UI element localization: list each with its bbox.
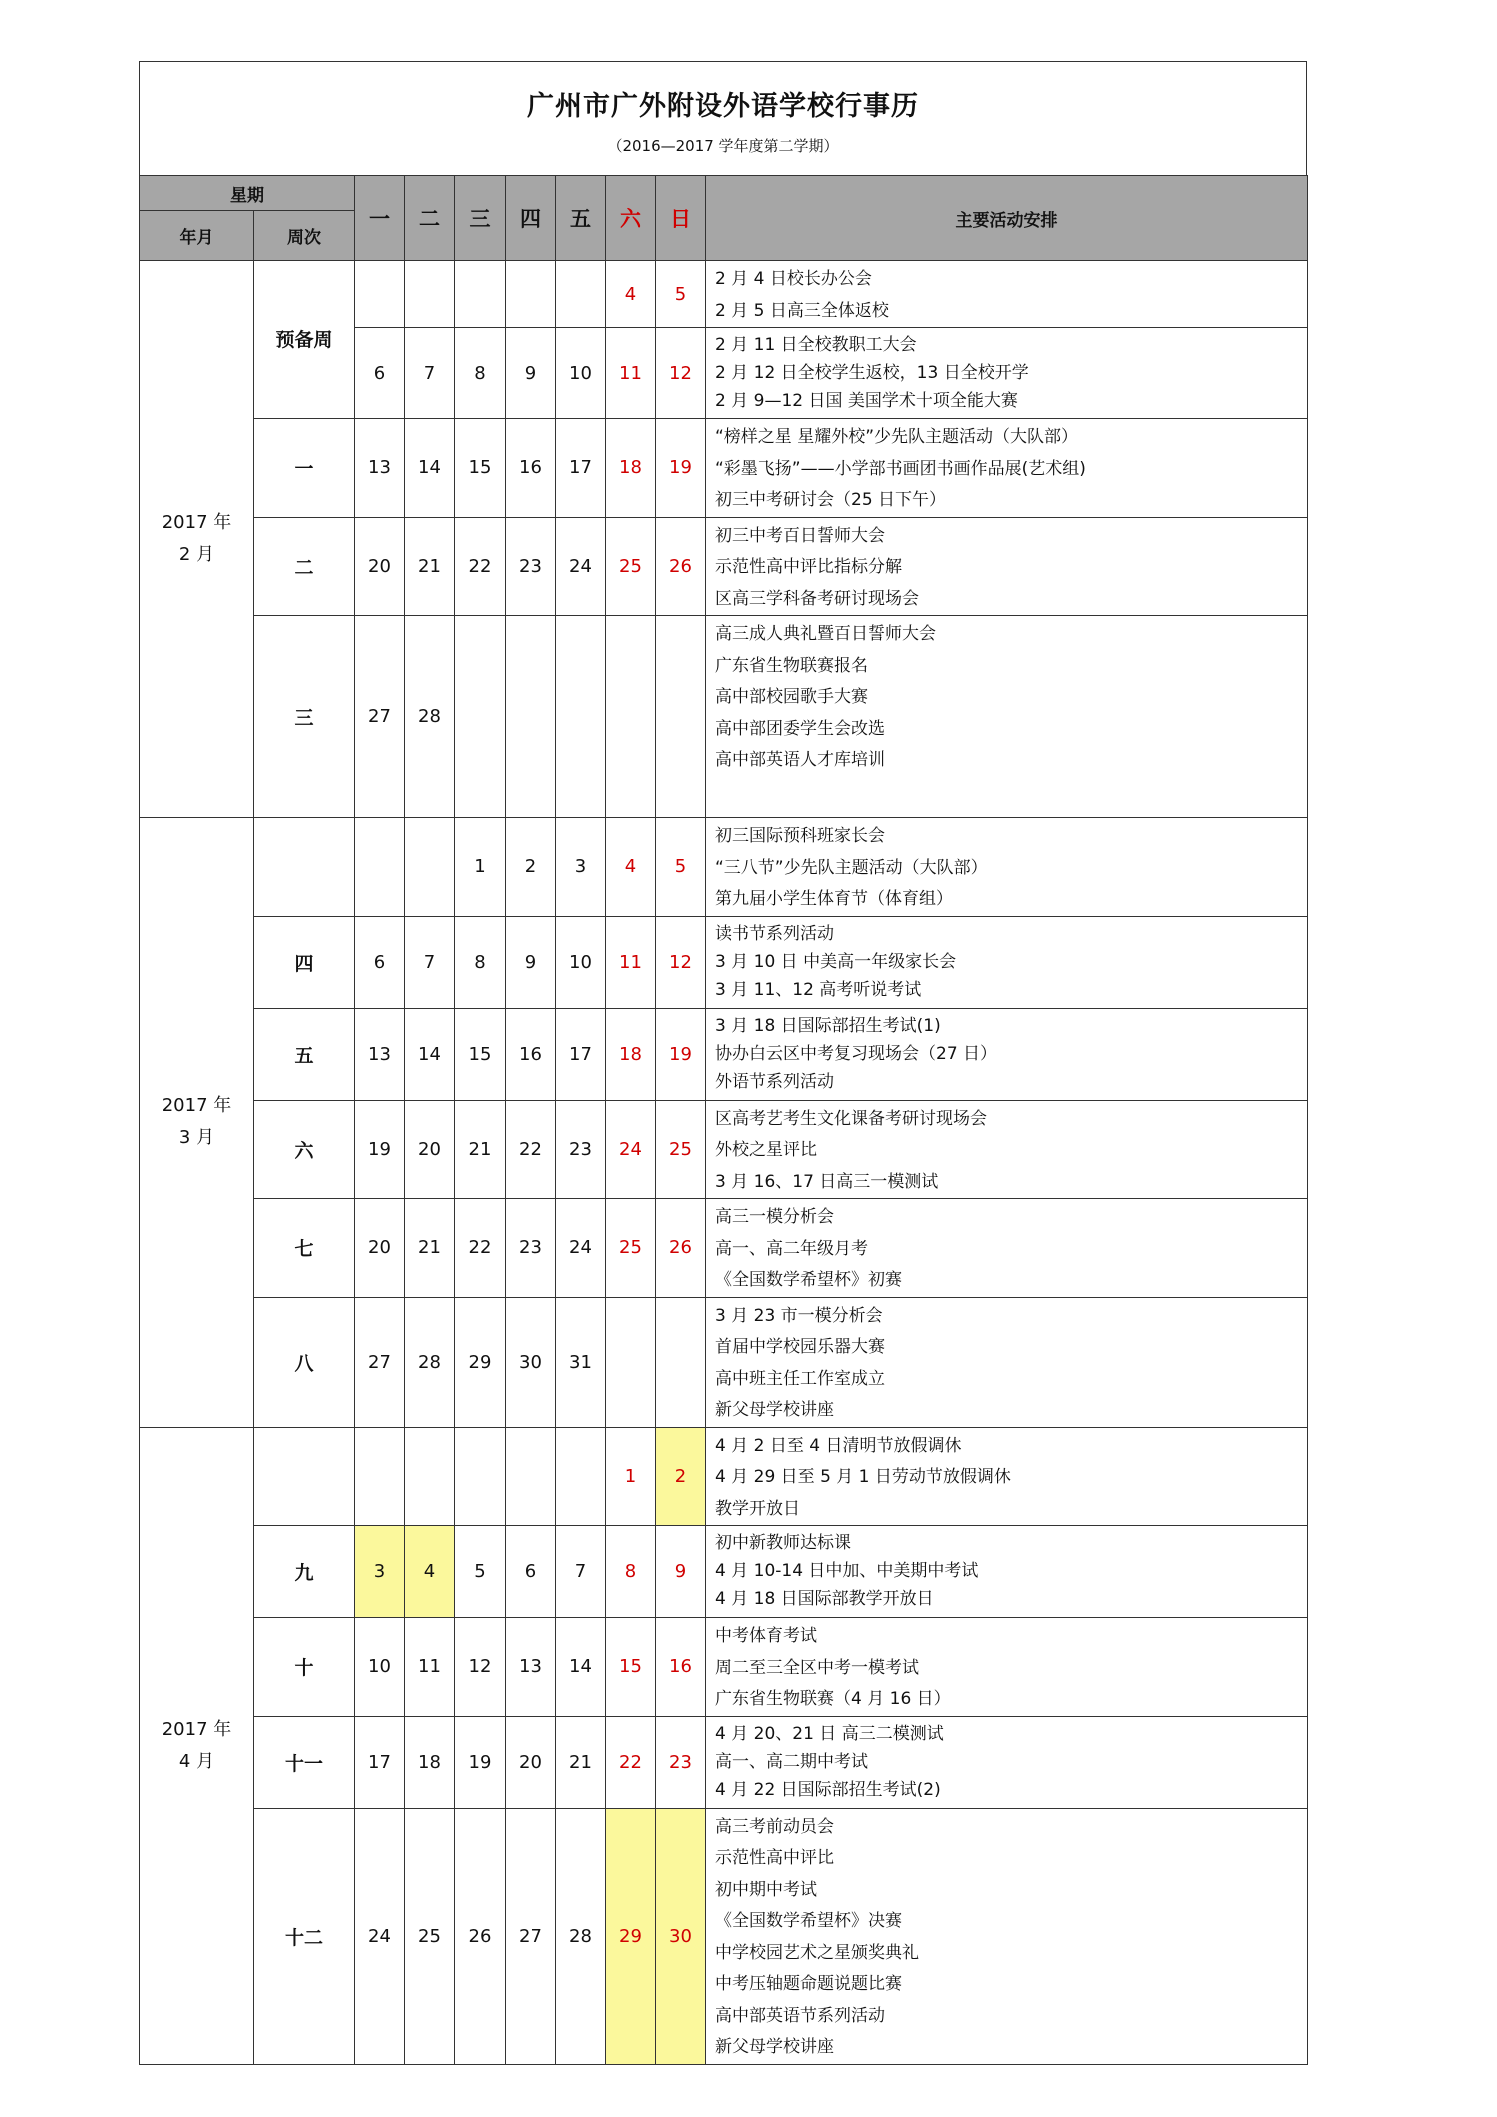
day-cell — [405, 1427, 455, 1526]
day-cell: 29 — [606, 1808, 656, 2064]
day-header-fri: 五 — [556, 176, 606, 261]
week-cell: 九 — [254, 1526, 355, 1618]
day-cell: 26 — [656, 1199, 706, 1298]
day-cell: 23 — [656, 1716, 706, 1808]
activity-item: 2 月 9—12 日国 美国学术十项全能大赛 — [715, 391, 1018, 411]
day-cell: 26 — [455, 1808, 506, 2064]
day-cell: 11 — [405, 1618, 455, 1717]
day-cell: 28 — [556, 1808, 606, 2064]
day-cell — [506, 261, 556, 328]
day-cell: 15 — [455, 1008, 506, 1100]
activities-cell — [706, 328, 1308, 419]
day-cell: 7 — [405, 328, 455, 419]
day-cell — [355, 261, 405, 328]
activity-item: 初三中考百日誓师大会 — [715, 525, 885, 546]
day-cell: 16 — [506, 419, 556, 518]
activities-cell — [706, 419, 1308, 518]
day-cell: 14 — [556, 1618, 606, 1717]
day-cell: 10 — [355, 1618, 405, 1717]
day-cell: 24 — [355, 1808, 405, 2064]
page-subtitle: （2016—2017 学年度第二学期） — [607, 137, 839, 155]
day-cell: 4 — [606, 818, 656, 917]
activities-cell — [706, 1618, 1308, 1717]
day-cell: 28 — [405, 616, 455, 818]
day-cell: 9 — [656, 1526, 706, 1618]
activity-item: 2 月 5 日高三全体返校 — [715, 300, 889, 321]
day-cell — [455, 616, 506, 818]
day-cell: 27 — [506, 1808, 556, 2064]
calendar-table — [139, 175, 1308, 2065]
month-cell-apr: 2017 年 4 月 — [140, 1427, 254, 2064]
day-cell: 17 — [355, 1716, 405, 1808]
calendar-sheet — [139, 61, 1307, 2065]
day-cell: 13 — [355, 419, 405, 518]
activity-item: 首届中学校园乐器大赛 — [715, 1337, 885, 1357]
activity-item: 初中新教师达标课 — [715, 1533, 851, 1553]
activity-item: 4 月 18 日国际部教学开放日 — [715, 1589, 934, 1609]
activities-cell — [706, 916, 1308, 1008]
table-row — [140, 1618, 1308, 1717]
day-cell: 10 — [556, 328, 606, 419]
day-cell — [405, 818, 455, 917]
activity-item: 3 月 23 市一模分析会 — [715, 1305, 883, 1326]
day-cell: 11 — [606, 328, 656, 419]
day-cell: 9 — [506, 328, 556, 419]
day-cell: 21 — [405, 1199, 455, 1298]
activity-item: 示范性高中评比 — [715, 1848, 834, 1868]
day-cell: 7 — [405, 916, 455, 1008]
week-cell: 二 — [254, 517, 355, 616]
table-row — [140, 616, 1308, 818]
activity-item: 4 月 22 日国际部招生考试(2) — [715, 1779, 941, 1800]
day-cell: 5 — [455, 1526, 506, 1618]
day-cell — [506, 616, 556, 818]
activity-item: 外校之星评比 — [715, 1140, 817, 1160]
day-cell: 8 — [455, 328, 506, 419]
day-cell: 5 — [656, 261, 706, 328]
activity-item: 高中部英语人才库培训 — [715, 750, 885, 770]
day-cell: 17 — [556, 419, 606, 518]
table-row — [140, 419, 1308, 518]
weekday-header: 星期 — [140, 176, 355, 211]
activity-item: 3 月 16、17 日高三一模测试 — [715, 1171, 939, 1192]
day-cell: 19 — [656, 1008, 706, 1100]
activity-item: 高一、高二期中考试 — [715, 1751, 868, 1772]
day-cell: 30 — [506, 1297, 556, 1427]
activity-item: 4 月 20、21 日 高三二模测试 — [715, 1723, 944, 1744]
activity-item: 中学校园艺术之星颁奖典礼 — [715, 1942, 919, 1963]
day-cell: 11 — [606, 916, 656, 1008]
activity-item: 3 月 11、12 高考听说考试 — [715, 979, 922, 1000]
day-cell: 27 — [355, 616, 405, 818]
week-cell: 三 — [254, 616, 355, 818]
week-cell: 十 — [254, 1618, 355, 1717]
title-block — [139, 61, 1307, 175]
day-cell — [556, 1427, 606, 1526]
month-cell-feb: 2017 年 2 月 — [140, 261, 254, 818]
day-cell: 22 — [506, 1100, 556, 1199]
table-row — [140, 517, 1308, 616]
activities-cell — [706, 1199, 1308, 1298]
day-cell: 2 — [506, 818, 556, 917]
day-cell — [606, 1297, 656, 1427]
table-row — [140, 1297, 1308, 1427]
day-cell: 1 — [606, 1427, 656, 1526]
table-row — [140, 818, 1308, 917]
activity-item: 第九届小学生体育节（体育组） — [715, 889, 953, 909]
activities-cell — [706, 517, 1308, 616]
week-cell: 七 — [254, 1199, 355, 1298]
activity-item: 初三国际预科班家长会 — [715, 826, 885, 846]
day-cell — [355, 1427, 405, 1526]
activity-item: 读书节系列活动 — [715, 923, 834, 944]
day-cell: 31 — [556, 1297, 606, 1427]
day-cell: 29 — [455, 1297, 506, 1427]
day-cell: 26 — [656, 517, 706, 616]
day-cell: 10 — [556, 916, 606, 1008]
activity-item: 协办白云区中考复习现场会（27 日） — [715, 1043, 998, 1064]
activity-item: 3 月 10 日 中美高一年级家长会 — [715, 951, 957, 972]
week-cell: 五 — [254, 1008, 355, 1100]
day-cell: 12 — [656, 328, 706, 419]
activities-cell — [706, 1297, 1308, 1427]
activity-item: 3 月 18 日国际部招生考试(1) — [715, 1015, 941, 1036]
activity-item: 外语节系列活动 — [715, 1071, 834, 1092]
activity-item: 区高考艺考生文化课备考研讨现场会 — [715, 1108, 987, 1129]
week-cell — [254, 1427, 355, 1526]
day-cell: 13 — [506, 1618, 556, 1717]
activities-cell — [706, 818, 1308, 917]
week-cell — [254, 818, 355, 917]
activity-item: 4 月 10-14 日中加、中美期中考试 — [715, 1561, 979, 1581]
activity-item: 高中班主任工作室成立 — [715, 1368, 885, 1389]
week-cell: 四 — [254, 916, 355, 1008]
day-cell: 4 — [405, 1526, 455, 1618]
day-cell: 1 — [455, 818, 506, 917]
day-cell — [455, 261, 506, 328]
day-cell: 13 — [355, 1008, 405, 1100]
activity-item: 4 月 29 日至 5 月 1 日劳动节放假调休 — [715, 1467, 1011, 1487]
day-cell: 21 — [455, 1100, 506, 1199]
week-cell: 预备周 — [254, 261, 355, 419]
week-cell: 十一 — [254, 1716, 355, 1808]
day-cell: 28 — [405, 1297, 455, 1427]
activity-item: 高中部英语节系列活动 — [715, 2005, 885, 2026]
day-cell: 19 — [455, 1716, 506, 1808]
activity-item: “榜样之星 星耀外校”少先队主题活动（大队部） — [715, 427, 1079, 447]
day-cell: 18 — [606, 1008, 656, 1100]
day-cell — [405, 261, 455, 328]
activity-item: 高一、高二年级月考 — [715, 1238, 868, 1259]
day-cell: 24 — [556, 517, 606, 616]
activity-item: 2 月 4 日校长办公会 — [715, 269, 872, 289]
week-header: 周次 — [254, 211, 355, 261]
day-cell: 6 — [355, 916, 405, 1008]
day-cell: 25 — [656, 1100, 706, 1199]
activities-header: 主要活动安排 — [706, 176, 1308, 261]
activity-item: “三八节”少先队主题活动（大队部） — [715, 857, 988, 878]
day-cell: 6 — [355, 328, 405, 419]
day-cell: 16 — [656, 1618, 706, 1717]
activity-item: 《全国数学希望杯》初赛 — [715, 1270, 902, 1290]
activities-cell — [706, 616, 1308, 818]
day-cell — [556, 616, 606, 818]
day-cell: 23 — [506, 1199, 556, 1298]
day-cell: 5 — [656, 818, 706, 917]
day-cell: 20 — [355, 517, 405, 616]
table-row — [140, 1526, 1308, 1618]
day-cell — [656, 616, 706, 818]
day-header-wed: 三 — [455, 176, 506, 261]
table-row — [140, 1199, 1308, 1298]
week-cell: 六 — [254, 1100, 355, 1199]
activities-cell — [706, 1427, 1308, 1526]
table-row — [140, 1100, 1308, 1199]
day-cell: 23 — [506, 517, 556, 616]
day-cell — [606, 616, 656, 818]
table-row — [140, 916, 1308, 1008]
day-cell: 14 — [405, 1008, 455, 1100]
activity-item: 初三中考研讨会（25 日下午） — [715, 490, 947, 510]
day-cell: 18 — [606, 419, 656, 518]
activity-item: 高三考前动员会 — [715, 1816, 834, 1837]
day-cell: 21 — [405, 517, 455, 616]
day-cell: 19 — [355, 1100, 405, 1199]
activity-item: 中考压轴题命题说题比赛 — [715, 1974, 902, 1994]
table-row — [140, 1008, 1308, 1100]
day-cell: 20 — [355, 1199, 405, 1298]
day-cell — [455, 1427, 506, 1526]
day-cell: 6 — [506, 1526, 556, 1618]
day-header-sat: 六 — [606, 176, 656, 261]
page-title: 广州市广外附设外语学校行事历 — [527, 91, 919, 122]
day-cell: 12 — [455, 1618, 506, 1717]
activity-item: 广东省生物联赛（4 月 16 日） — [715, 1689, 951, 1709]
day-cell: 25 — [405, 1808, 455, 2064]
month-cell-mar: 2017 年 3 月 — [140, 818, 254, 1428]
day-cell — [656, 1297, 706, 1427]
table-row — [140, 261, 1308, 328]
day-cell: 8 — [606, 1526, 656, 1618]
day-cell: 4 — [606, 261, 656, 328]
day-cell: 25 — [606, 517, 656, 616]
day-cell: 8 — [455, 916, 506, 1008]
activity-item: 新父母学校讲座 — [715, 1400, 834, 1420]
day-cell: 23 — [556, 1100, 606, 1199]
activity-item: 初中期中考试 — [715, 1879, 817, 1900]
day-cell: 22 — [455, 1199, 506, 1298]
week-cell: 八 — [254, 1297, 355, 1427]
day-cell: 27 — [355, 1297, 405, 1427]
day-cell: 20 — [506, 1716, 556, 1808]
day-cell: 16 — [506, 1008, 556, 1100]
day-cell: 2 — [656, 1427, 706, 1526]
activities-cell — [706, 1100, 1308, 1199]
day-cell: 21 — [556, 1716, 606, 1808]
day-cell: 18 — [405, 1716, 455, 1808]
day-header-sun: 日 — [656, 176, 706, 261]
activity-item: 新父母学校讲座 — [715, 2037, 834, 2057]
activity-item: 示范性高中评比指标分解 — [715, 557, 902, 577]
day-cell: 15 — [606, 1618, 656, 1717]
activity-item: 高中部团委学生会改选 — [715, 718, 885, 739]
day-cell: 17 — [556, 1008, 606, 1100]
day-cell: 14 — [405, 419, 455, 518]
day-cell — [355, 818, 405, 917]
day-cell — [506, 1427, 556, 1526]
day-cell — [556, 261, 606, 328]
activities-cell — [706, 1008, 1308, 1100]
activity-item: 中考体育考试 — [715, 1626, 817, 1646]
day-cell: 22 — [606, 1716, 656, 1808]
day-cell: 19 — [656, 419, 706, 518]
day-cell: 12 — [656, 916, 706, 1008]
day-cell: 25 — [606, 1199, 656, 1298]
activities-cell — [706, 261, 1308, 328]
day-cell: 24 — [556, 1199, 606, 1298]
week-cell: 一 — [254, 419, 355, 518]
day-header-thu: 四 — [506, 176, 556, 261]
day-cell: 30 — [656, 1808, 706, 2064]
day-cell: 3 — [355, 1526, 405, 1618]
activity-item: 4 月 2 日至 4 日清明节放假调休 — [715, 1435, 962, 1456]
table-row — [140, 1808, 1308, 2064]
month-header: 年月 — [140, 211, 254, 261]
activity-item: 广东省生物联赛报名 — [715, 655, 868, 676]
activity-item: 区高三学科备考研讨现场会 — [715, 588, 919, 609]
activity-item: 高三成人典礼暨百日誓师大会 — [715, 624, 936, 644]
activity-item: 2 月 11 日全校教职工大会 — [715, 335, 917, 355]
activity-item: 周二至三全区中考一模考试 — [715, 1657, 919, 1678]
activity-item: 2 月 12 日全校学生返校，13 日全校开学 — [715, 363, 1029, 383]
table-row — [140, 1427, 1308, 1526]
day-cell: 20 — [405, 1100, 455, 1199]
activity-item: “彩墨飞扬”——小学部书画团书画作品展(艺术组) — [715, 458, 1086, 479]
day-cell: 9 — [506, 916, 556, 1008]
day-header-tue: 二 — [405, 176, 455, 261]
week-cell: 十二 — [254, 1808, 355, 2064]
day-cell: 15 — [455, 419, 506, 518]
day-cell: 22 — [455, 517, 506, 616]
activity-item: 高三一模分析会 — [715, 1207, 834, 1227]
day-header-mon: 一 — [355, 176, 405, 261]
activities-cell — [706, 1526, 1308, 1618]
activities-cell — [706, 1808, 1308, 2064]
activity-item: 《全国数学希望杯》决赛 — [715, 1911, 902, 1931]
activity-item: 教学开放日 — [715, 1498, 800, 1519]
activity-item: 高中部校园歌手大赛 — [715, 687, 868, 707]
day-cell: 24 — [606, 1100, 656, 1199]
day-cell: 7 — [556, 1526, 606, 1618]
activities-cell — [706, 1716, 1308, 1808]
day-cell: 3 — [556, 818, 606, 917]
table-row — [140, 1716, 1308, 1808]
